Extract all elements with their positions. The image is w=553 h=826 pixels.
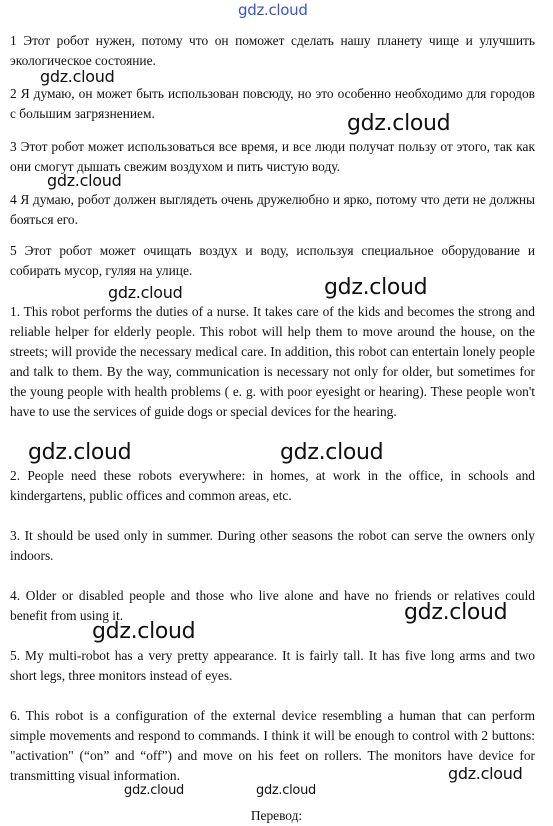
ru-paragraph-2: 2 Я думаю, он может быть использован повсюду, но это особенно необходимо для городов с большим загрязнением. [10, 86, 535, 121]
watermark: gdz.cloud [324, 275, 428, 300]
ru-paragraph-4: 4 Я думаю, робот должен выглядеть очень дружелюбно и ярко, потому что дети не должны бояться его. [10, 192, 535, 227]
ru-paragraph-3: 3 Этот робот может использоваться все время, и все люди получат пользу от этого, так как они смогут дышать свежим воздухом и пить чистую воду. [10, 139, 535, 174]
ru-paragraph-5: 5 Этот робот может очищать воздух и воду, используя специальное оборудование и собирать мусор, гуляя на улице. [10, 243, 535, 278]
watermark: gdz.cloud [280, 440, 384, 465]
watermark: gdz.cloud [28, 440, 132, 465]
watermark: gdz.cloud [124, 783, 184, 798]
watermark: gdz.cloud [448, 764, 523, 783]
watermark: gdz.cloud [256, 783, 316, 798]
en-paragraph-5: 5. My multi-robot has a very pretty appearance. It is fairly tall. It has five long arms and two short legs, three monitors instead of eyes. [10, 648, 535, 683]
watermark: gdz.cloud [40, 67, 115, 86]
en-paragraph-3: 3. It should be used only in summer. During other seasons the robot can serve the owners only indoors. [10, 528, 535, 563]
watermark: gdz.cloud [238, 1, 308, 19]
watermark: gdz.cloud [92, 619, 196, 644]
en-paragraph-1: 1. This robot performs the duties of a nurse. It takes care of the kids and becomes the strong and reliable helper for elderly people. This robot will help them to move around the house, on the streets; will provide the necessary medical care. In addition, this robot can entertain lonely people and talk to them. By the way, communication is necessary not only for older, but sometimes for the young people with health problems ( e. g. with poor eyesight or hearing). These people won't have to use the services of guide dogs or special devices for the hearing. [10, 304, 535, 419]
en-paragraph-6: 6. This robot is a configuration of the external device resembling a human that can perform simple movements and respond to commands. I think it will be enough to control with 2 buttons: "activation" (“on” and “off”) and move on his feet on rollers. The monitors have device for transmitting visual information. [10, 708, 535, 783]
watermark: gdz.cloud [108, 283, 183, 302]
watermark: gdz.cloud [404, 600, 508, 625]
translation-label: Перевод: [250, 808, 303, 823]
en-paragraph-4: 4. Older or disabled people and those who live alone and have no friends or relatives could benefit from using it. [10, 588, 535, 623]
watermark: gdz.cloud [347, 111, 451, 136]
watermark: gdz.cloud [47, 171, 122, 190]
en-paragraph-2: 2. People need these robots everywhere: in homes, at work in the office, in schools and kindergartens, public offices and common areas, etc. [10, 468, 535, 503]
ru-paragraph-1: 1 Этот робот нужен, потому что он поможет сделать нашу планету чище и улучшить экологическое состояние. [10, 33, 535, 68]
